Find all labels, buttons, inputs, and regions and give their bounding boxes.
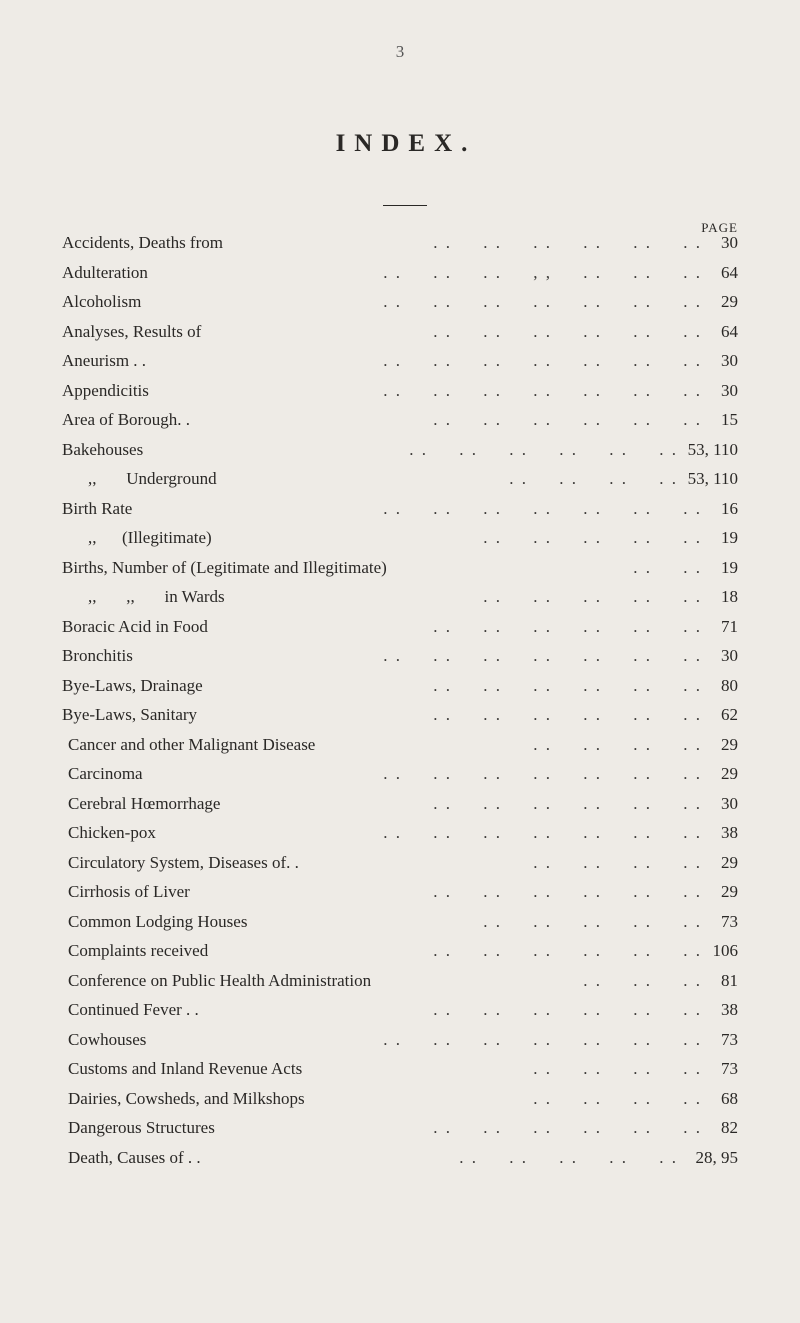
index-entry bbox=[0, 644, 800, 668]
entry-page: 38 bbox=[721, 1000, 738, 1019]
entry-page: 18 bbox=[721, 587, 738, 606]
entry-label: Bye-Laws, Drainage bbox=[62, 675, 203, 695]
index-entry bbox=[0, 910, 800, 934]
entry-page: 53, 110 bbox=[687, 469, 738, 488]
entry-page: 19 bbox=[721, 528, 738, 547]
leader-dots: . . . . . . . . . . . . . . bbox=[383, 292, 702, 311]
entry-page: 19 bbox=[721, 557, 738, 577]
index-entry bbox=[0, 467, 800, 491]
entry-page: 73 bbox=[721, 1059, 738, 1078]
entry-label: Bye-Laws, Sanitary bbox=[62, 705, 198, 724]
leader-dots: . . . . . . . . . . . . bbox=[433, 616, 702, 636]
leader-dots: . . . . . . . . . . . . bbox=[433, 321, 702, 341]
entry-page: 28, 95 bbox=[695, 1147, 738, 1167]
index-entry bbox=[0, 1116, 800, 1140]
index-entry bbox=[0, 438, 800, 462]
entry-label: Chicken-pox bbox=[68, 823, 156, 842]
index-entry bbox=[0, 939, 800, 963]
page-column-header: PAGE bbox=[701, 220, 738, 235]
entry-label: Cancer and other Malignant Disease bbox=[68, 734, 316, 754]
leader-dots: . . . . . . . . . . bbox=[483, 528, 702, 547]
index-entry bbox=[0, 261, 800, 285]
leader-dots: . . . . . . . . bbox=[533, 1059, 702, 1078]
leader-dots: . . . . . . . . . . . . bbox=[409, 439, 678, 459]
index-entry bbox=[0, 1028, 800, 1052]
leader-dots: . . . . . . . . . . . . . . bbox=[383, 351, 702, 370]
entry-label: ,, (Illegitimate) bbox=[88, 528, 212, 547]
index-entry bbox=[0, 526, 800, 550]
entry-page: 82 bbox=[721, 1118, 738, 1137]
index-entry bbox=[0, 408, 800, 432]
entry-label: Appendicitis bbox=[62, 380, 149, 400]
entry-page: 30 bbox=[721, 646, 738, 665]
entry-label: Cerebral Hœmorrhage bbox=[68, 793, 221, 813]
entry-label: Bronchitis bbox=[62, 646, 133, 665]
index-entry bbox=[0, 733, 800, 757]
entry-page: 29 bbox=[721, 852, 738, 872]
entry-label: Common Lodging Houses bbox=[68, 911, 248, 931]
leader-dots: . . . . . . . . . . . . bbox=[433, 941, 702, 960]
leader-dots: . . . . . . . . bbox=[533, 734, 702, 754]
entry-label: Customs and Inland Revenue Acts bbox=[68, 1059, 303, 1078]
index-entry bbox=[0, 1057, 800, 1081]
entry-label: Cirrhosis of Liver bbox=[68, 882, 190, 901]
entry-page: 30 bbox=[721, 351, 738, 370]
entry-label: ,, Underground bbox=[88, 469, 217, 488]
index-entry bbox=[0, 703, 800, 727]
leader-dots: . . . . . . . . . . . . bbox=[433, 410, 702, 429]
entry-page: 29 bbox=[721, 764, 738, 783]
entry-page: 15 bbox=[721, 410, 738, 429]
leader-dots: . . . . . . . . . . . . bbox=[433, 1000, 702, 1019]
leader-dots: . . . . . . . . bbox=[533, 852, 702, 872]
index-entry bbox=[0, 674, 800, 698]
entry-label: ,, ,, in Wards bbox=[88, 587, 225, 606]
entry-label: Complaints received bbox=[68, 941, 209, 960]
entry-page: 71 bbox=[721, 616, 738, 636]
entry-page: 29 bbox=[721, 882, 738, 901]
entry-label: Area of Borough. . bbox=[62, 410, 190, 429]
leader-dots: . . . . . . . . . . . . . . bbox=[383, 1029, 702, 1049]
index-entry bbox=[0, 290, 800, 314]
entry-label: Cowhouses bbox=[68, 1029, 147, 1049]
entry-page: 29 bbox=[721, 734, 738, 754]
entry-page: 73 bbox=[721, 911, 738, 931]
leader-dots: . . . . . . . . . . . . bbox=[433, 1118, 702, 1137]
index-entry bbox=[0, 1087, 800, 1111]
entry-page: 81 bbox=[721, 970, 738, 990]
entry-label: Dairies, Cowsheds, and Milkshops bbox=[68, 1088, 305, 1108]
index-entry bbox=[0, 585, 800, 609]
leader-dots: . . . . . . . . . . . . bbox=[433, 675, 702, 695]
entry-label: Bakehouses bbox=[62, 439, 144, 459]
leader-dots: . . . . . . . . . . . . bbox=[433, 233, 702, 252]
index-entry bbox=[0, 880, 800, 904]
page-number: 3 bbox=[395, 42, 405, 61]
leader-dots: . . . . . . . . . . bbox=[459, 1147, 678, 1167]
title-rule bbox=[383, 205, 427, 206]
entry-label: Births, Number of (Legitimate and Illegitimate) bbox=[62, 557, 387, 577]
entry-label: Accidents, Deaths from bbox=[62, 233, 223, 252]
leader-dots: . . . . . . . . . . bbox=[483, 587, 702, 606]
entry-page: 106 bbox=[712, 941, 738, 960]
entry-page: 30 bbox=[721, 233, 738, 252]
index-entry bbox=[0, 998, 800, 1022]
entry-label: Continued Fever . . bbox=[68, 1000, 199, 1019]
leader-dots: . . . . . . . . . . . . bbox=[433, 793, 702, 813]
index-entry bbox=[0, 379, 800, 403]
index-entry bbox=[0, 497, 800, 521]
leader-dots: . . . . . . . . bbox=[533, 1088, 702, 1108]
entry-label: Carcinoma bbox=[68, 764, 143, 783]
entry-label: Death, Causes of . . bbox=[68, 1147, 201, 1167]
entry-page: 68 bbox=[721, 1088, 738, 1108]
entry-page: 30 bbox=[721, 793, 738, 813]
entry-label: Alcoholism bbox=[62, 292, 142, 311]
entry-label: Aneurism . . bbox=[62, 351, 147, 370]
entry-label: Adulteration bbox=[62, 262, 148, 282]
entry-page: 29 bbox=[721, 292, 738, 311]
index-entry bbox=[0, 792, 800, 816]
leader-dots: . . . . . . . . . . bbox=[483, 911, 702, 931]
index-entry bbox=[0, 821, 800, 845]
entry-label: Boracic Acid in Food bbox=[62, 616, 208, 636]
leader-dots: . . . . . . . . bbox=[509, 469, 678, 488]
leader-dots: . . . . . . . . . . . . . . bbox=[383, 380, 702, 400]
entry-page: 16 bbox=[721, 498, 738, 518]
entry-page: 53, 110 bbox=[687, 439, 738, 459]
entry-label: Dangerous Structures bbox=[68, 1118, 215, 1137]
leader-dots: . . . . . . . . . . . . bbox=[433, 882, 702, 901]
leader-dots: . . . . . . . . . . . . . . bbox=[383, 498, 702, 518]
entry-label: Circulatory System, Diseases of. . bbox=[68, 852, 299, 872]
entry-label: Birth Rate bbox=[62, 498, 133, 518]
index-entry bbox=[0, 556, 800, 580]
index-entry bbox=[0, 231, 800, 255]
leader-dots: . . . . . . . . . . . . . . bbox=[383, 646, 702, 665]
entry-page: 38 bbox=[721, 823, 738, 842]
leader-dots: . . . . . . . . . . . . . . bbox=[383, 823, 702, 842]
leader-dots: . . . . . . . . . . . . . . bbox=[383, 764, 702, 783]
index-entry bbox=[0, 1146, 800, 1170]
entry-page: 62 bbox=[721, 705, 738, 724]
index-entry bbox=[0, 349, 800, 373]
leader-dots: . . . . bbox=[633, 557, 702, 577]
entry-page: 73 bbox=[721, 1029, 738, 1049]
index-title: INDEX. bbox=[335, 130, 477, 157]
entry-label: Conference on Public Health Administration bbox=[68, 970, 372, 990]
entry-page: 64 bbox=[721, 321, 738, 341]
entry-page: 30 bbox=[721, 380, 738, 400]
entry-label: Analyses, Results of bbox=[62, 321, 202, 341]
entry-page: 64 bbox=[721, 262, 738, 282]
leader-dots: . . . . . . bbox=[583, 970, 702, 990]
index-entry bbox=[0, 851, 800, 875]
leader-dots: . . . . . . . . . . . . bbox=[433, 705, 702, 724]
index-entry bbox=[0, 320, 800, 344]
index-entry bbox=[0, 615, 800, 639]
leader-dots: . . . . . . , , . . . . . . bbox=[383, 262, 702, 282]
index-entry bbox=[0, 969, 800, 993]
entry-page: 80 bbox=[721, 675, 738, 695]
index-entry bbox=[0, 762, 800, 786]
